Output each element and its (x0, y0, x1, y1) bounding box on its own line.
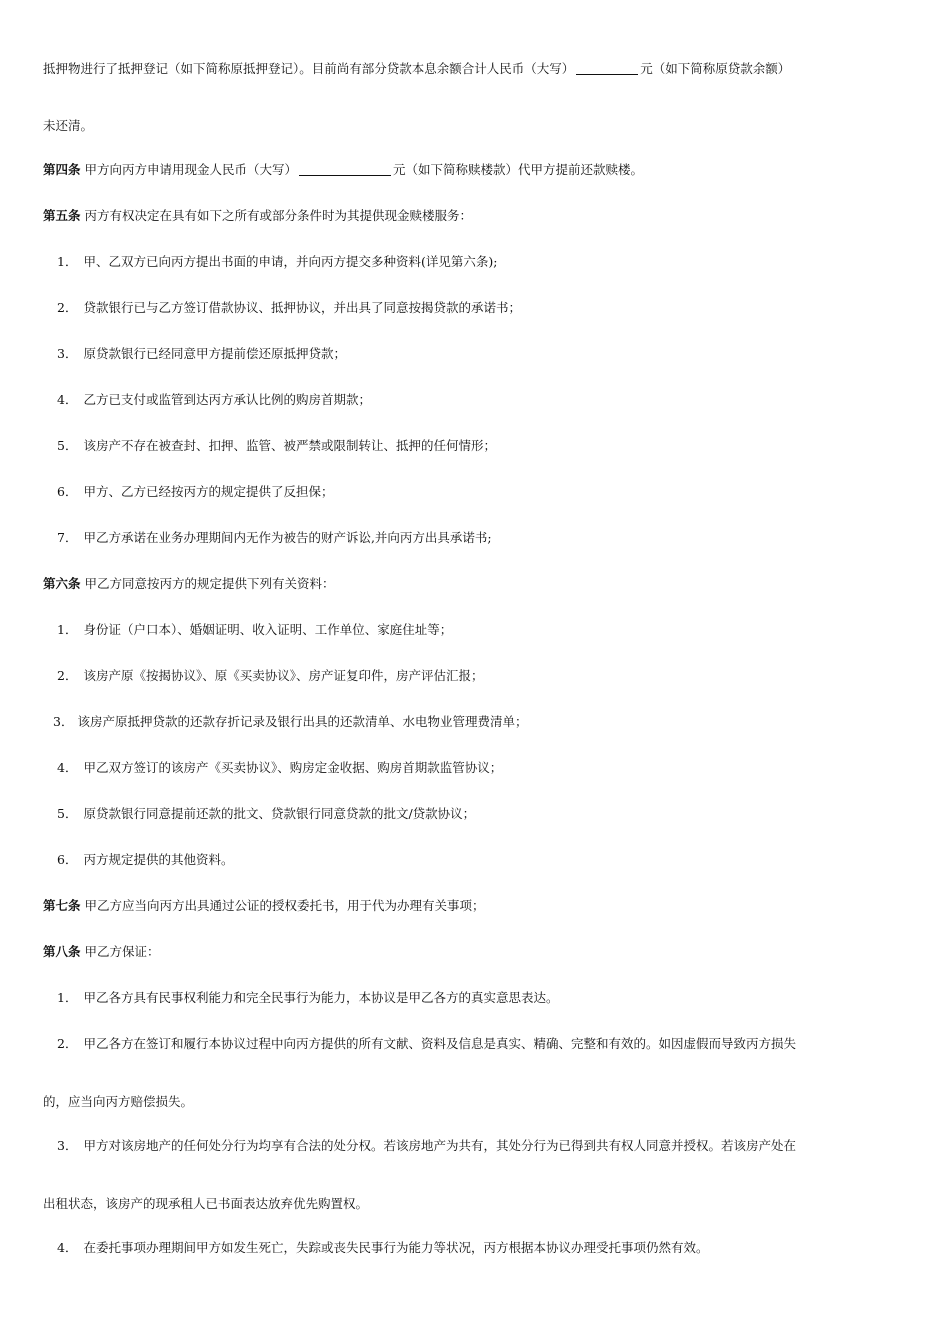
list-item: 1． 甲、乙双方已向丙方提出书面的申请，并向丙方提交多种资料(详见第六条); (57, 254, 498, 269)
list-item: 7． 甲乙方承诺在业务办理期间内无作为被告的财产诉讼,并向丙方出具承诺书; (57, 530, 492, 545)
article-text: 甲方向丙方申请用现金人民币（大写） (84, 162, 298, 177)
list-item: 6． 丙方规定提供的其他资料。 (57, 852, 234, 867)
list-item: 6． 甲方、乙方已经按丙方的规定提供了反担保； (57, 484, 334, 499)
article-title: 第四条 (43, 162, 81, 177)
fill-blank (299, 163, 391, 176)
list-item: 2． 甲乙各方在签订和履行本协议过程中向丙方提供的所有文献、资料及信息是真实、精确、完整和有效的。如因虚假而导致丙方损失 (57, 1036, 796, 1051)
article-8 (43, 944, 160, 960)
list-item: 4． 甲乙双方签订的该房产《买卖协议》、购房定金收据、购房首期款监管协议； (57, 760, 503, 775)
list-item-continuation: 出租状态，该房产的现承租人已书面表达放弃优先购置权。 (43, 1196, 369, 1211)
list-item: 4． 乙方已支付或监管到达丙方承认比例的购房首期款； (57, 392, 371, 407)
paragraph-line (43, 61, 790, 77)
article-5 (43, 208, 472, 224)
list-item: 3． 甲方对该房地产的任何处分行为均享有合法的处分权。若该房地产为共有，其处分行为已得到共有权人同意并授权。若该房产处在 (57, 1138, 796, 1153)
article-text: 甲乙方保证： (84, 944, 160, 959)
list-item: 1． 甲乙各方具有民事权利能力和完全民事行为能力，本协议是甲乙各方的真实意思表达。 (57, 990, 559, 1005)
list-item: 5． 该房产不存在被查封、扣押、监管、被严禁或限制转让、抵押的任何情形； (57, 438, 496, 453)
article-text: 甲乙方同意按丙方的规定提供下列有关资料： (84, 576, 335, 591)
list-item: 5． 原贷款银行同意提前还款的批文、贷款银行同意贷款的批文/贷款协议； (57, 806, 476, 821)
article-text: 丙方有权决定在具有如下之所有或部分条件时为其提供现金赎楼服务： (84, 208, 473, 223)
article-text: 元（如下简称赎楼款）代甲方提前还款赎楼。 (393, 162, 644, 177)
list-item: 1． 身份证（户口本）、婚姻证明、收入证明、工作单位、家庭住址等； (57, 622, 453, 637)
list-item: 3． 原贷款银行已经同意甲方提前偿还原抵押贷款； (57, 346, 346, 361)
list-item-continuation: 的，应当向丙方赔偿损失。 (43, 1094, 194, 1109)
article-title: 第六条 (43, 576, 81, 591)
article-text: 甲乙方应当向丙方出具通过公证的授权委托书，用于代为办理有关事项； (84, 898, 485, 913)
article-6 (43, 576, 335, 592)
article-7 (43, 898, 485, 914)
article-4 (43, 162, 643, 178)
paragraph-text: 元（如下简称原贷款余额） (640, 61, 791, 76)
list-item: 2． 贷款银行已与乙方签订借款协议、抵押协议，并出具了同意按揭贷款的承诺书； (57, 300, 521, 315)
article-title: 第八条 (43, 944, 81, 959)
fill-blank (576, 62, 638, 75)
list-item: 3． 该房产原抵押贷款的还款存折记录及银行出具的还款清单、水电物业管理费清单； (53, 714, 528, 729)
paragraph-text: 抵押物进行了抵押登记（如下简称原抵押登记）。目前尚有部分贷款本息余额合计人民币（大写） (43, 61, 575, 76)
article-title: 第五条 (43, 208, 81, 223)
list-item: 2． 该房产原《按揭协议》、原《买卖协议》、房产证复印件，房产评估汇报； (57, 668, 484, 683)
paragraph-line: 未还清。 (43, 118, 94, 133)
article-title: 第七条 (43, 898, 81, 913)
list-item: 4． 在委托事项办理期间甲方如发生死亡，失踪或丧失民事行为能力等状况，丙方根据本协议办理受托事项仍然有效。 (57, 1240, 709, 1255)
